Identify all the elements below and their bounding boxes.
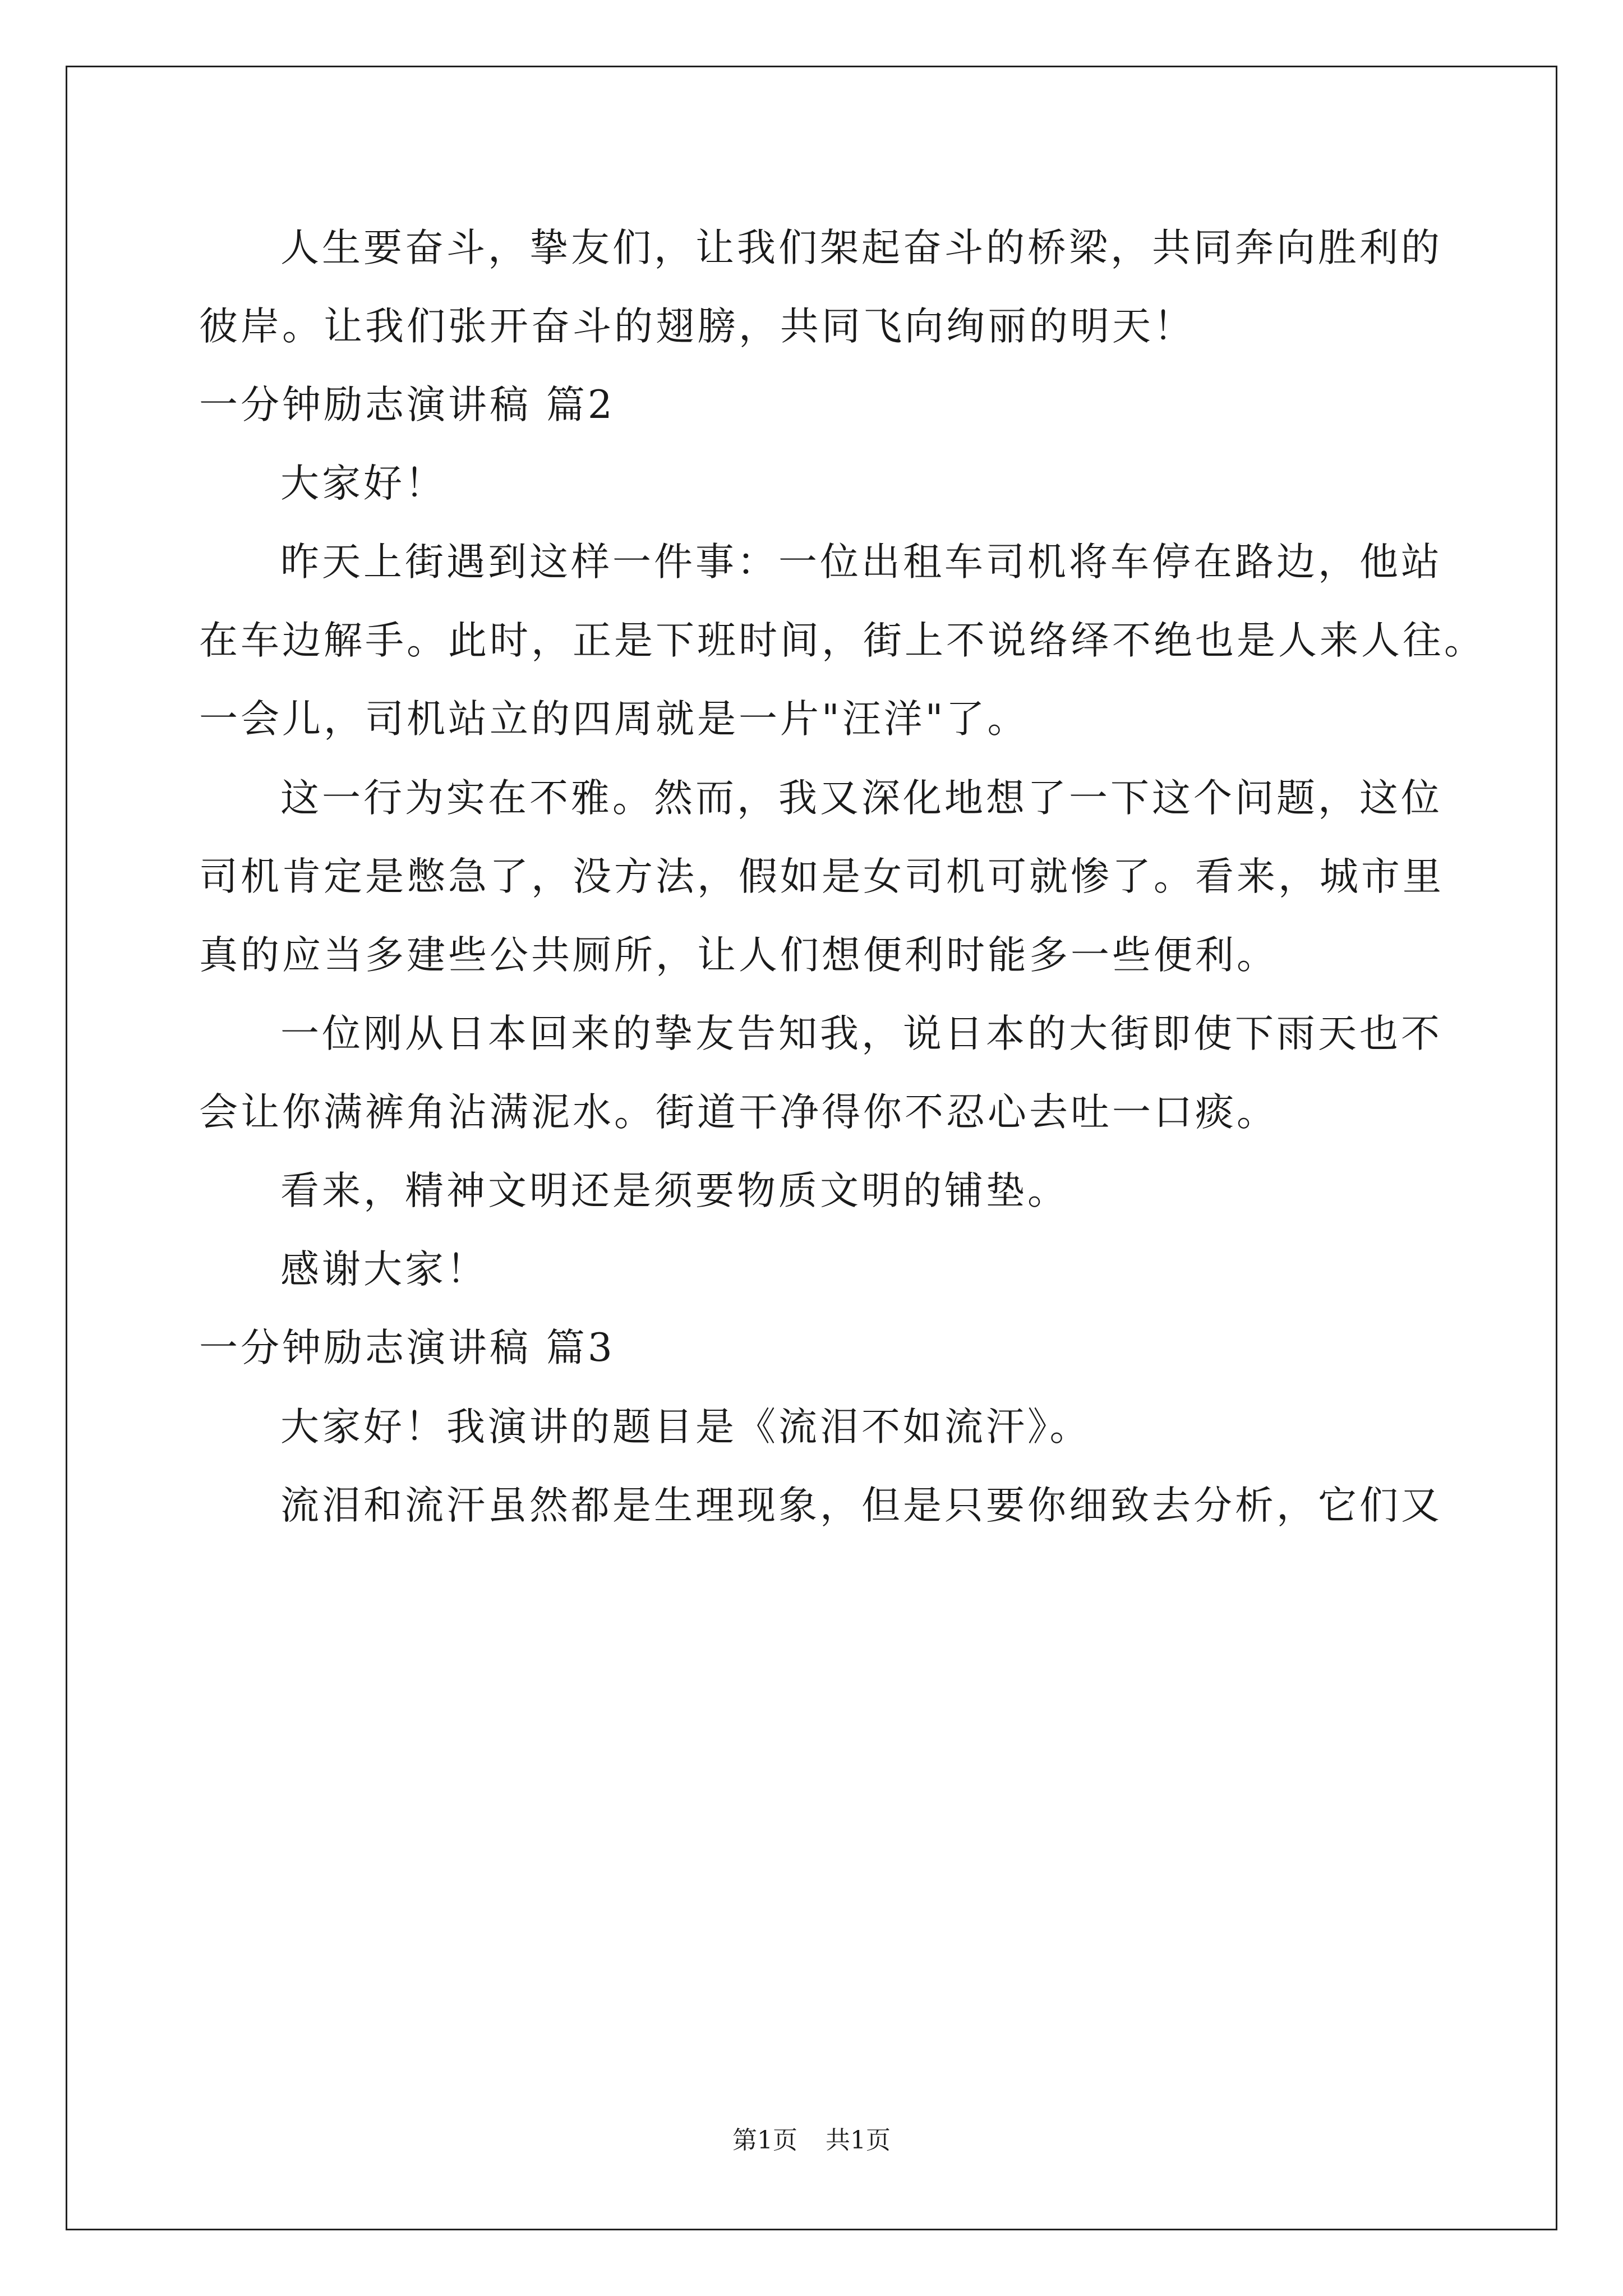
paragraph-line: 感谢大家！ <box>280 1247 488 1292</box>
paragraph-line: 人生要奋斗，挚友们，让我们架起奋斗的桥梁，共同奔向胜利的 <box>280 226 1442 270</box>
paragraph-line: 一位刚从日本回来的挚友告知我，说日本的大街即使下雨天也不 <box>280 1011 1442 1056</box>
paragraph-line: 看来，精神文明还是须要物质文明的铺垫。 <box>280 1168 1069 1213</box>
paragraph-line: 一会儿，司机站立的四周就是一片"汪洋"了。 <box>199 697 1029 742</box>
paragraph-line: 这一行为实在不雅。然而，我又深化地想了一下这个问题，这位 <box>280 776 1442 821</box>
paragraph-line: 真的应当多建些公共厕所，让人们想便利时能多一些便利。 <box>199 933 1278 978</box>
paragraph-line: 大家好！ <box>280 461 446 506</box>
section-heading: 一分钟励志演讲稿 篇2 <box>199 383 615 427</box>
paragraph-line: 彼岸。让我们张开奋斗的翅膀，共同飞向绚丽的明天！ <box>199 304 1195 349</box>
page-footer <box>0 2125 1623 2156</box>
paragraph-line: 大家好！我演讲的题目是《流泪不如流汗》。 <box>280 1405 1091 1450</box>
paragraph-line: 会让你满裤角沾满泥水。街道干净得你不忍心去吐一口痰。 <box>199 1090 1278 1135</box>
section-heading: 一分钟励志演讲稿 篇3 <box>199 1326 615 1370</box>
paragraph-line: 流泪和流汗虽然都是生理现象，但是只要你细致去分析，它们又 <box>280 1483 1442 1528</box>
paragraph-line: 司机肯定是憋急了，没方法，假如是女司机可就惨了。看来，城市里 <box>199 854 1444 899</box>
page-total: 共1页 <box>826 2126 891 2155</box>
page-number: 第1页 <box>732 2126 797 2155</box>
paragraph-line: 在车边解手。此时，正是下班时间，街上不说络绎不绝也是人来人往。 <box>199 618 1486 663</box>
paragraph-line: 昨天上街遇到这样一件事：一位出租车司机将车停在路边，他站 <box>280 540 1442 585</box>
